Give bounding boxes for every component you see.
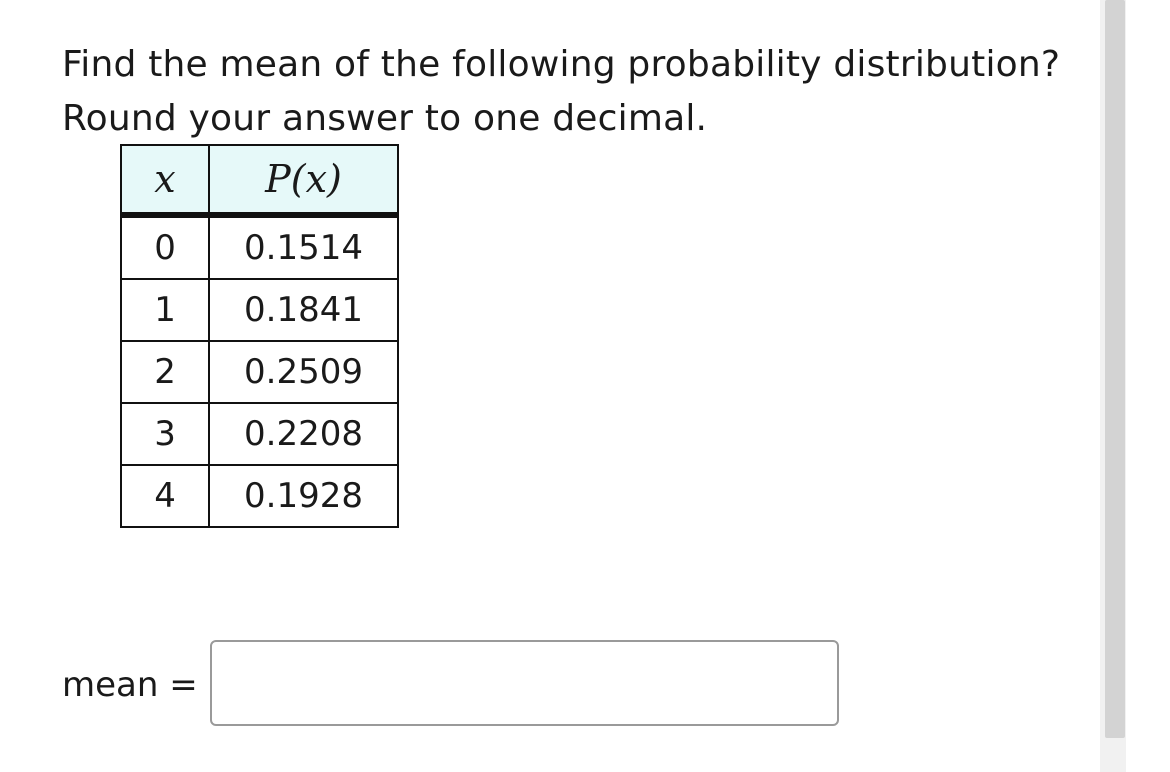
header-px: P(x) (209, 145, 398, 215)
question-line-1: Find the mean of the following probability distribution? (62, 44, 1061, 85)
cell-x: 2 (121, 341, 209, 403)
cell-x: 1 (121, 279, 209, 341)
cell-p: 0.2208 (209, 403, 398, 465)
table-header-row (121, 145, 398, 215)
cell-p: 0.1841 (209, 279, 398, 341)
table-row (121, 279, 398, 341)
table-row (121, 403, 398, 465)
question-line-2: Round your answer to one decimal. (62, 98, 708, 139)
table-row (121, 341, 398, 403)
cell-p: 0.2509 (209, 341, 398, 403)
scrollbar-thumb[interactable] (1105, 0, 1125, 738)
answer-row (62, 640, 198, 730)
mean-label: mean = (62, 665, 198, 705)
cell-x: 4 (121, 465, 209, 527)
question-text (62, 38, 1060, 146)
mean-answer-input[interactable] (210, 640, 839, 726)
table-row (121, 465, 398, 527)
probability-distribution-table (120, 144, 399, 528)
cell-x: 0 (121, 215, 209, 279)
cell-p: 0.1928 (209, 465, 398, 527)
table-row (121, 215, 398, 279)
cell-p: 0.1514 (244, 228, 363, 268)
header-x: x (121, 145, 209, 215)
cell-x: 3 (121, 403, 209, 465)
